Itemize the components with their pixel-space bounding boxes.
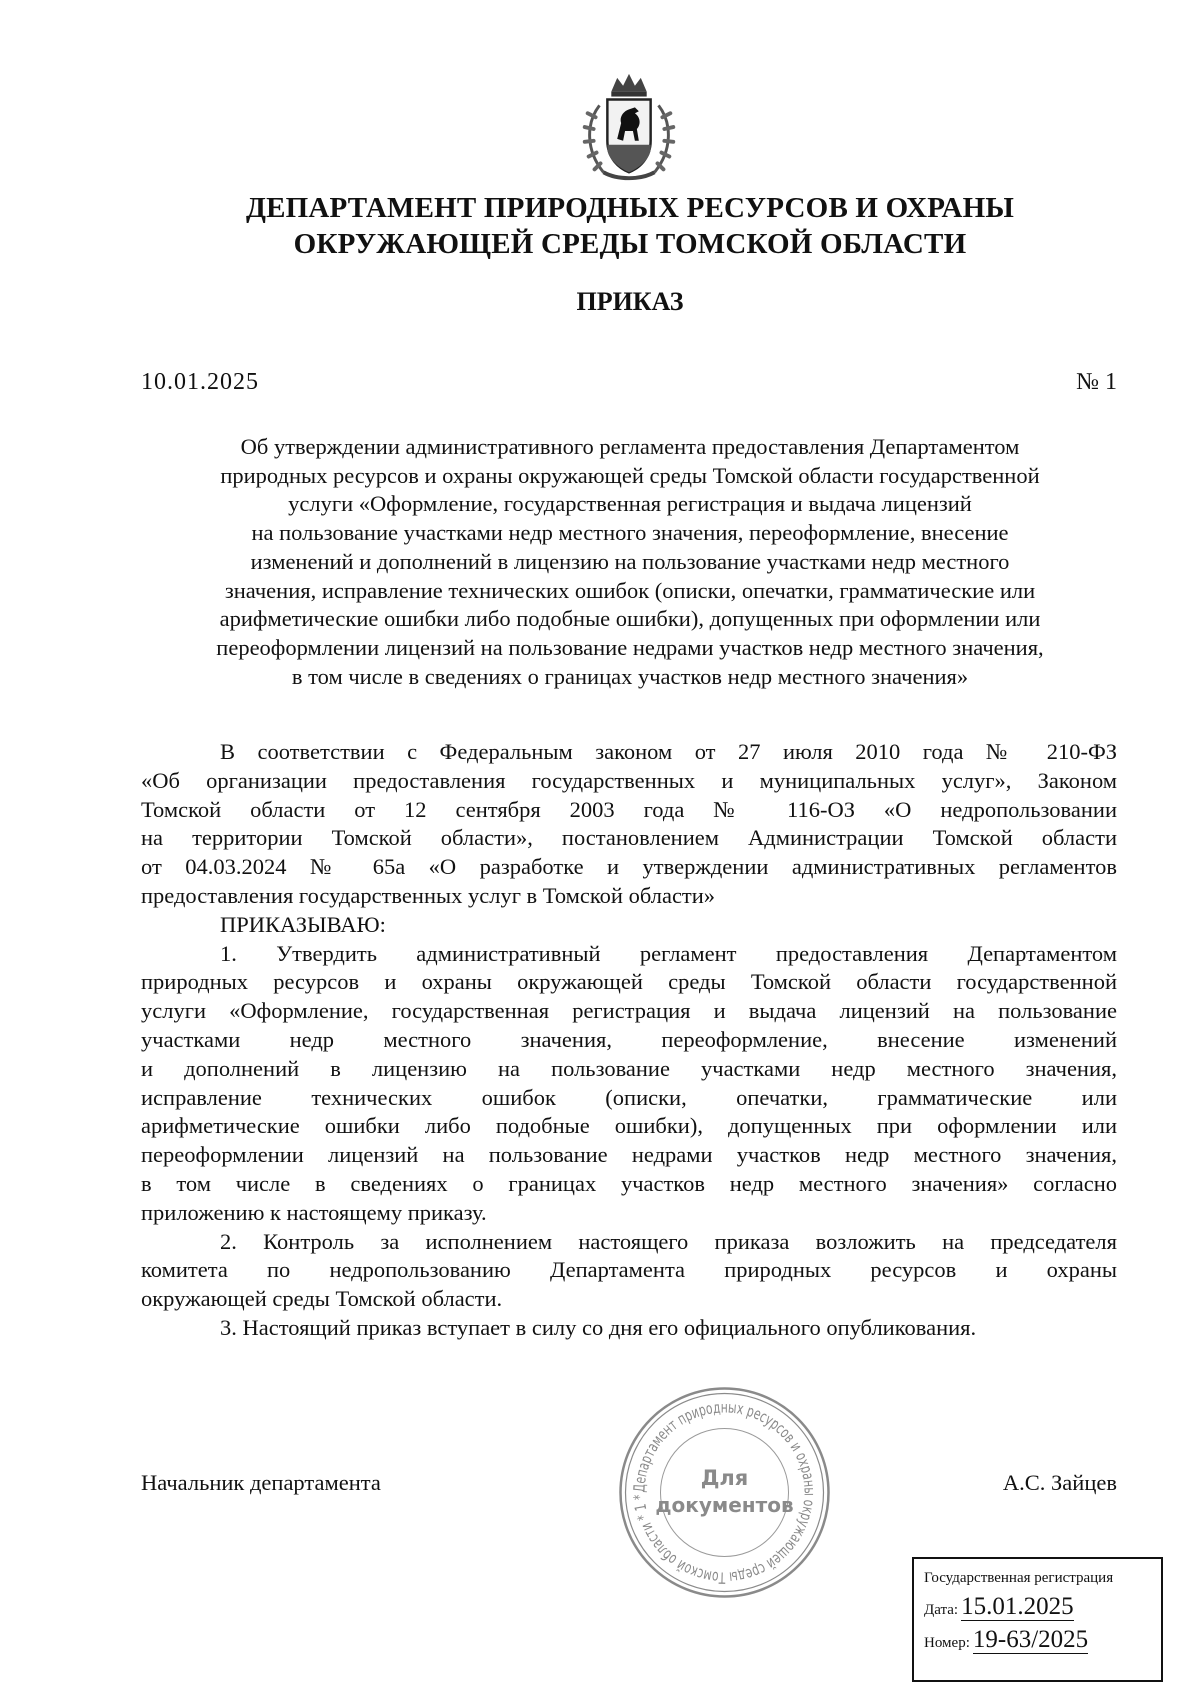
registration-date-row — [924, 1594, 1151, 1621]
body-line: комитета по недропользованию Департамента природных ресурсов и охраны — [141, 1257, 1117, 1283]
body-line: Томской области от 12 сентября 2003 года № 116-ОЗ «О недропользовании — [141, 796, 1117, 822]
official-seal — [617, 1385, 832, 1600]
body-line: арифметические ошибки либо подобные ошибки), допущенных при оформлении или — [141, 1113, 1117, 1139]
order-subject — [140, 433, 1120, 691]
body-line: 1. Утвердить административный регламент предоставления Департаментом — [220, 940, 1117, 966]
department-line: ДЕПАРТАМЕНТ ПРИРОДНЫХ РЕСУРСОВ И ОХРАНЫ — [245, 192, 1015, 224]
registration-box — [912, 1557, 1163, 1682]
coat-of-arms-icon — [570, 70, 688, 188]
body-line: исправление технических ошибок (описки, опечатки, грамматические или — [141, 1084, 1117, 1110]
registration-date-label: Дата: — [924, 1602, 959, 1618]
body-line: приложению к настоящему приказу. — [141, 1199, 487, 1225]
document-type: ПРИКАЗ — [576, 287, 684, 316]
body-line: переоформлении лицензий на пользование недрами участков недр местного значения, — [141, 1142, 1117, 1168]
body-line: 2. Контроль за исполнением настоящего приказа возложить на председателя — [220, 1228, 1117, 1254]
department-line: ОКРУЖАЮЩЕЙ СРЕДЫ ТОМСКОЙ ОБЛАСТИ — [293, 228, 967, 260]
subject-line: значения, исправление технических ошибок (описки, опечатки, грамматические или — [224, 577, 1036, 603]
preamble-paragraph — [141, 738, 1117, 911]
body-line: «Об организации предоставления государственных и муниципальных услуг», Законом — [141, 767, 1117, 793]
subject-line: на пользование участками недр местного значения, переоформление, внесение — [251, 520, 1009, 546]
subject-line: Об утверждении административного регламента предоставления Департаментом — [240, 434, 1020, 459]
registration-date-value: 15.01.2025 — [961, 1593, 1074, 1620]
seal-ring-text: Департамент природных ресурсов и охраны окружающей среды Томской области * 1 * — [630, 1398, 819, 1587]
item-2-paragraph — [141, 1228, 1117, 1314]
subject-line: изменений и дополнений в лицензию на пользование участками недр местного — [250, 548, 1010, 574]
order-number: № 1 — [1076, 369, 1117, 395]
signatory-name: А.С. Зайцев — [1002, 1470, 1117, 1495]
body-line: от 04.03.2024 № 65а «О разработке и утверждении административных регламентов — [141, 854, 1117, 880]
item-3-paragraph: 3. Настоящий приказ вступает в силу со дня его официального опубликования. — [220, 1314, 977, 1340]
seal-center-line: Для — [700, 1466, 749, 1490]
registration-number-row — [924, 1627, 1151, 1654]
body-line: и дополнений в лицензию на пользование участками недр местного значения, — [141, 1055, 1117, 1081]
item-1-paragraph — [141, 940, 1117, 1228]
body-line: услуги «Оформление, государственная регистрация и выдача лицензий на пользование — [141, 998, 1117, 1024]
body-line: участками недр местного значения, переоформление, внесение изменений — [141, 1026, 1117, 1052]
registration-title: Государственная регистрация — [924, 1570, 1114, 1586]
body-line: предоставления государственных услуг в Томской области» — [141, 882, 716, 908]
signatory-position: Начальник департамента — [141, 1470, 381, 1495]
subject-line: арифметические ошибки либо подобные ошибки), допущенных при оформлении или — [219, 606, 1041, 632]
subject-line: в том числе в сведениях о границах участков недр местного значения» — [291, 663, 969, 689]
body-line: природных ресурсов и охраны окружающей среды Томской области государственной — [141, 969, 1117, 995]
order-date: 10.01.2025 — [141, 369, 259, 395]
department-name — [140, 190, 1120, 262]
body-line: на территории Томской области», постановлением Администрации Томской области — [141, 825, 1117, 851]
registration-number-value: 19-63/2025 — [972, 1626, 1089, 1653]
seal-center-line: документов — [655, 1493, 794, 1517]
subject-line: услуги «Оформление, государственная регистрация и выдача лицензий — [288, 491, 972, 517]
body-line: в том числе в сведениях о границах участков недр местного значения» согласно — [141, 1170, 1117, 1196]
registration-number-label: Номер: — [924, 1635, 970, 1651]
body-line: В соответствии с Федеральным законом от 27 июля 2010 года № 210-ФЗ — [220, 739, 1117, 764]
subject-line: природных ресурсов и охраны окружающей среды Томской области государственной — [220, 462, 1040, 488]
order-word: ПРИКАЗЫВАЮ: — [220, 911, 386, 937]
body-line: окружающей среды Томской области. — [141, 1286, 503, 1312]
subject-line: переоформлении лицензий на пользование недрами участков недр местного значения, — [216, 634, 1044, 660]
order-body — [141, 738, 1117, 1343]
